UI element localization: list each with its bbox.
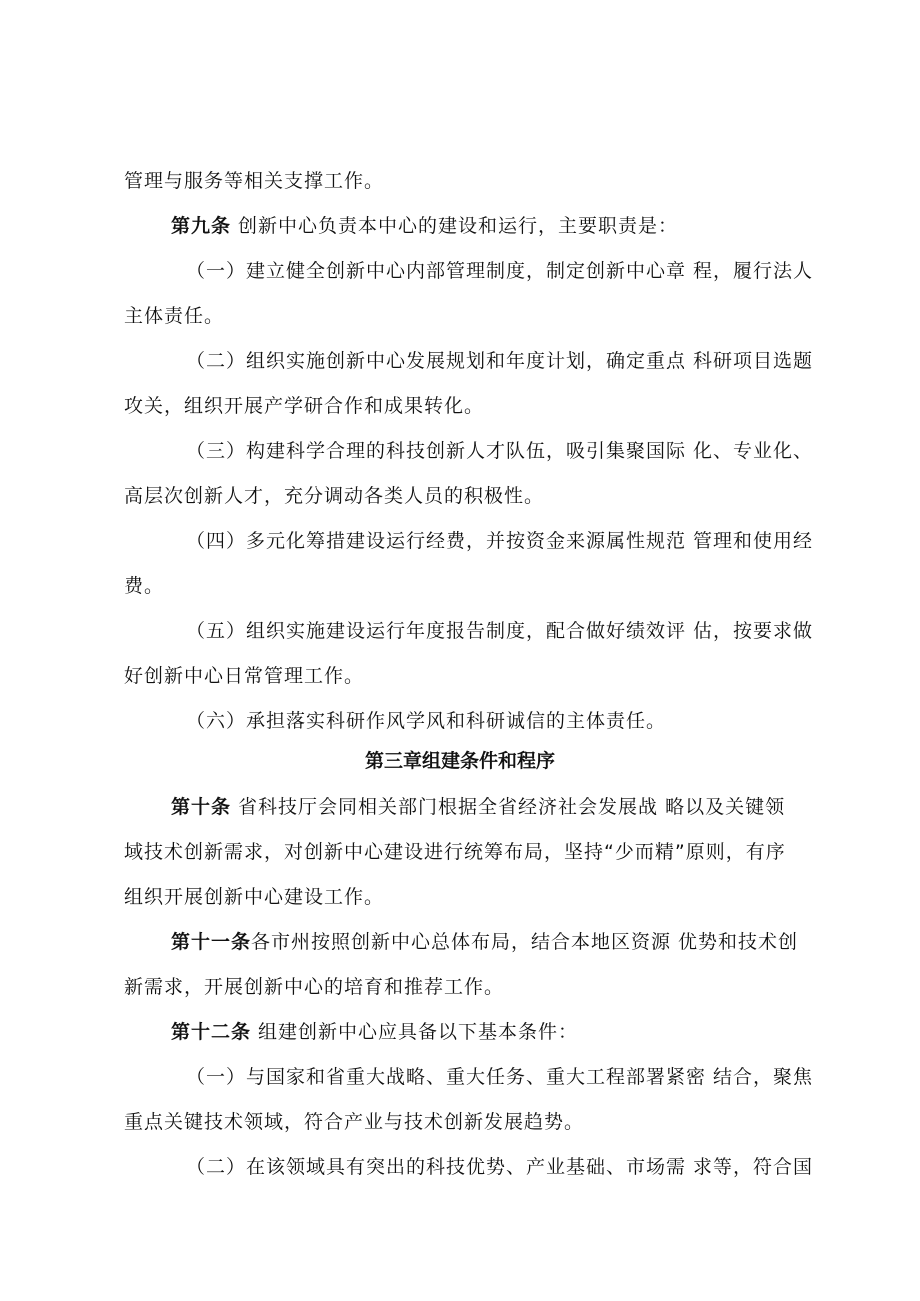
chapter-heading: 第三章组建条件和程序 — [364, 750, 555, 772]
text-line-content: 省科技厅会同相关部门根据全省经济社会发展战 略以及关键领 — [231, 796, 786, 818]
text-line-content: 域技术创新需求，对创新中心建设进行统筹布局，坚持“少而精”原则，有序 — [124, 841, 786, 863]
article-9-line — [171, 213, 678, 239]
article-number: 第十一条 — [171, 931, 252, 953]
text-line-content: 新需求，开展创新中心的培育和推荐工作。 — [124, 976, 505, 998]
text-line-content: 主体责任。 — [124, 305, 225, 327]
text-line-content: 好创新中心日常管理工作。 — [124, 665, 365, 687]
text-line — [124, 483, 544, 509]
text-line-content: （二）在该领域具有突出的科技优势、产业基础、市场需 求等，符合国 — [186, 1156, 814, 1178]
text-line — [186, 708, 666, 734]
text-line-content: （一）建立健全创新中心内部管理制度，制定创新中心章 程，履行法人 — [186, 260, 814, 282]
text-line-content: （四）多元化筹措建设运行经费，并按资金来源属性规范 管理和使用经 — [186, 530, 814, 552]
text-line — [124, 393, 484, 419]
text-line-content: （五）组织实施建设运行年度报告制度，配合做好绩效评 估，按要求做 — [186, 620, 814, 642]
text-line — [124, 663, 364, 689]
text-line — [124, 168, 384, 194]
text-line — [124, 974, 504, 1000]
text-line — [186, 528, 813, 554]
text-line — [186, 258, 813, 284]
text-line-content: （一）与国家和省重大战略、重大任务、重大工程部署紧密 结合，聚焦 — [186, 1066, 814, 1088]
article-number: 第十二条 — [171, 1021, 252, 1043]
text-line-content: 高层次创新人才，充分调动各类人员的积极性。 — [124, 485, 545, 507]
text-line — [186, 348, 813, 374]
text-line-content: （六）承担落实科研作风学风和科研诚信的主体责任。 — [186, 710, 667, 732]
text-line-content: （二）组织实施创新中心发展规划和年度计划，确定重点 科研项目选题 — [186, 350, 814, 372]
text-line — [186, 1064, 813, 1090]
text-line-content: 组织开展创新中心建设工作。 — [124, 886, 385, 908]
text-line-content: 组建创新中心应具备以下基本条件： — [251, 1021, 579, 1043]
article-10-line — [171, 794, 785, 820]
text-line — [124, 884, 384, 910]
text-line — [186, 618, 813, 644]
text-line-content: 创新中心负责本中心的建设和运行，主要职责是： — [231, 215, 679, 237]
text-line-content: 重点关键技术领域，符合产业与技术创新发展趋势。 — [124, 1111, 585, 1133]
text-line-content: 费。 — [124, 575, 165, 597]
text-line — [186, 438, 813, 464]
text-line — [124, 303, 224, 329]
text-line — [124, 1109, 584, 1135]
text-line-content: 攻关，组织开展产学研合作和成果转化。 — [124, 395, 485, 417]
text-line — [124, 573, 164, 599]
text-line-content: （三）构建科学合理的科技创新人才队伍，吸引集聚国际 化、专业化、 — [186, 440, 814, 462]
text-line — [186, 1154, 813, 1180]
article-12-line — [171, 1019, 578, 1045]
article-number: 第十条 — [171, 796, 232, 818]
text-line-content: 各市州按照创新中心总体布局，结合本地区资源 优势和技术创 — [251, 931, 799, 953]
article-11-line — [171, 929, 798, 955]
article-number: 第九条 — [171, 215, 232, 237]
text-line-content: 管理与服务等相关支撑工作。 — [124, 170, 385, 192]
text-line — [124, 839, 786, 865]
